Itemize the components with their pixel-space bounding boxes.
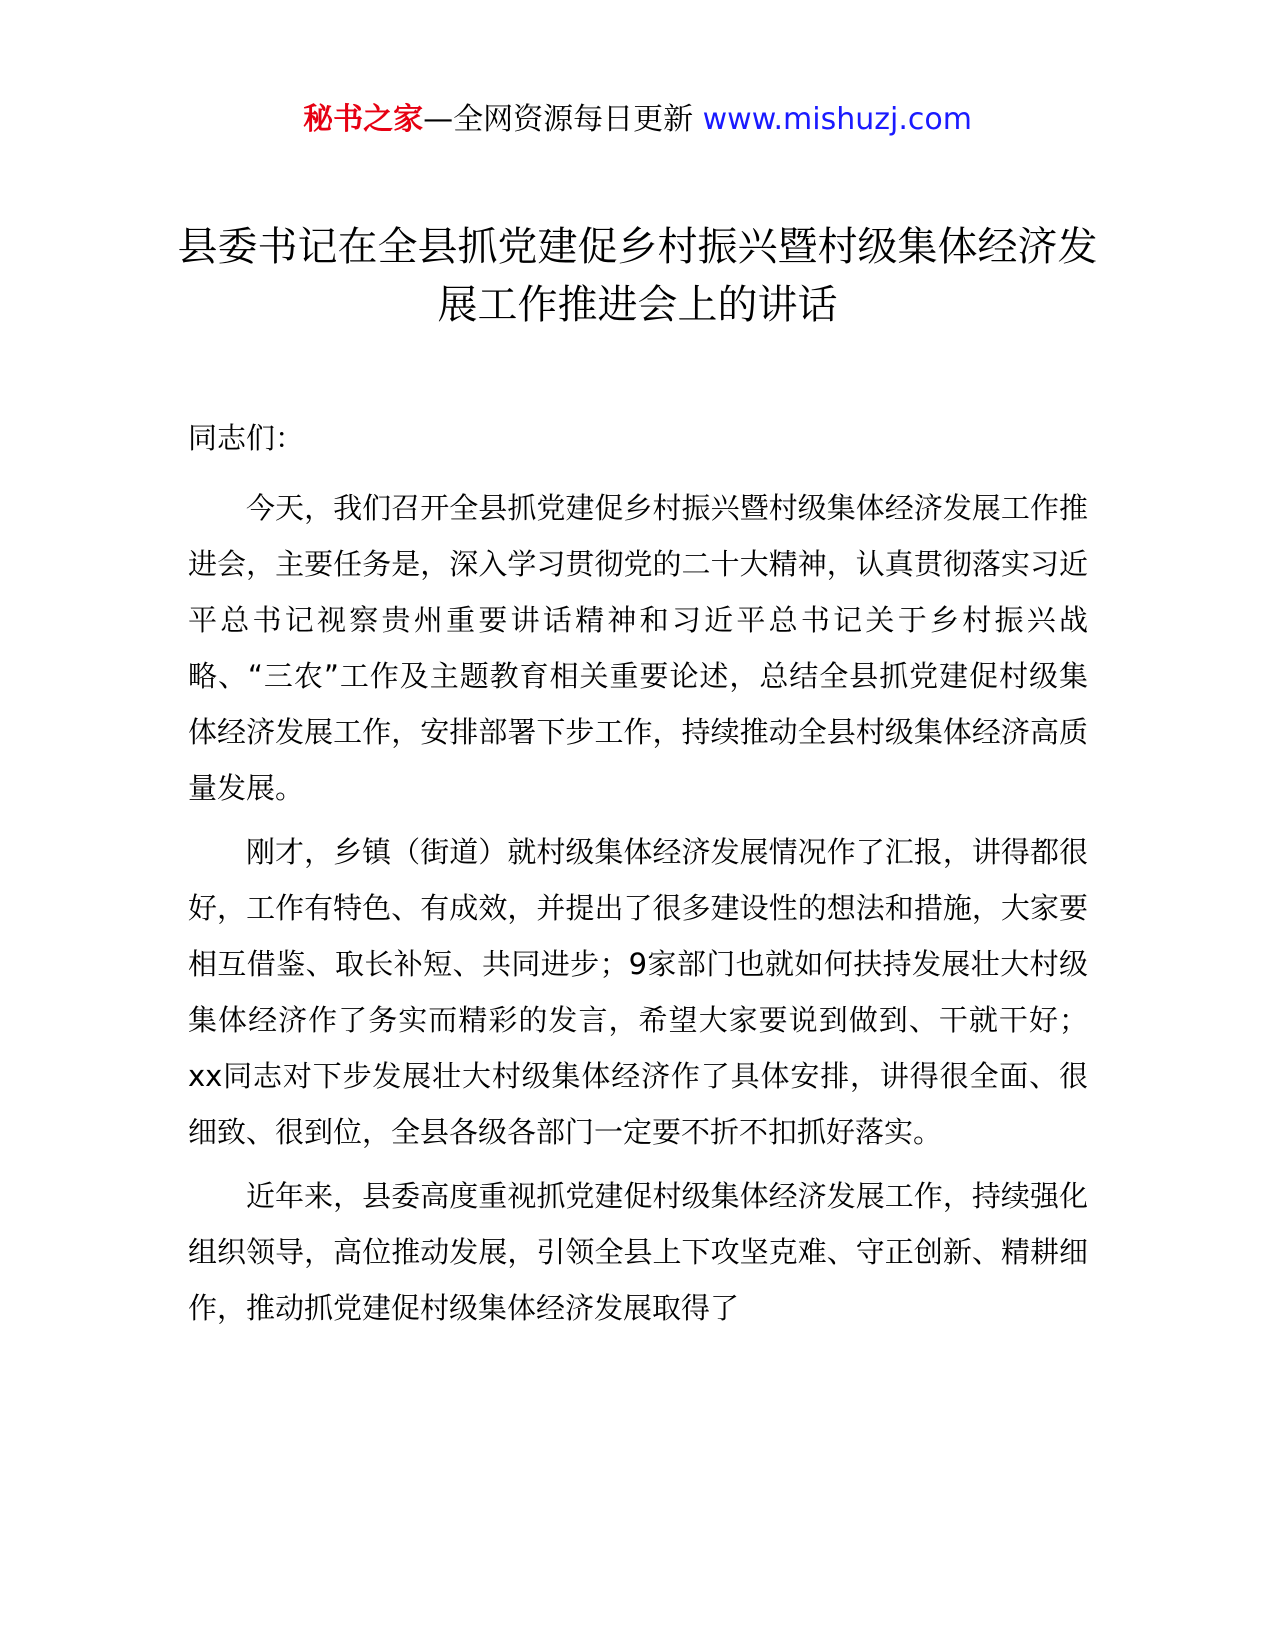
site-brand: 秘书之家: [303, 102, 424, 137]
document-title: 县委书记在全县抓党建促乡村振兴暨村级集体经济发展工作推进会上的讲话: [177, 224, 1098, 328]
body-paragraph-2: 刚才，乡镇（街道）就村级集体经济发展情况作了汇报，讲得都很好，工作有特色、有成效，并提出了很多建设性的想法和措施，大家要相互借鉴、取长补短、共同进步；9家部门也就如何扶持发展壮大村级集体经济作了务实而精彩的发言，希望大家要说到做到、干就干好；xx同志对下步发展壮大村级集体经济作了具体安排，讲得很全面、很细致、很到位，全县各级各部门一定要不折不扣抓好落实。: [188, 835, 1088, 1149]
document-body: [188, 410, 1088, 1344]
salutation: 同志们：: [188, 421, 305, 455]
site-tagline: —全网资源每日更新: [423, 102, 694, 137]
body-paragraph-3: 近年来，县委高度重视抓党建促村级集体经济发展工作，持续强化组织领导，高位推动发展，引领全县上下攻坚克难、守正创新、精耕细作，推动抓党建促村级集体经济发展取得了: [188, 1179, 1088, 1325]
site-url-link[interactable]: www.mishuzj.com: [702, 102, 972, 137]
body-paragraph-1: 今天，我们召开全县抓党建促乡村振兴暨村级集体经济发展工作推进会，主要任务是，深入学习贯彻党的二十大精神，认真贯彻落实习近平总书记视察贵州重要讲话精神和习近平总书记关于乡村振兴战略、“三农”工作及主题教育相关重要论述，总结全县抓党建促村级集体经济发展工作，安排部署下步工作，持续推动全县村级集体经济高质量发展。: [188, 491, 1088, 805]
site-header: [0, 100, 1275, 140]
